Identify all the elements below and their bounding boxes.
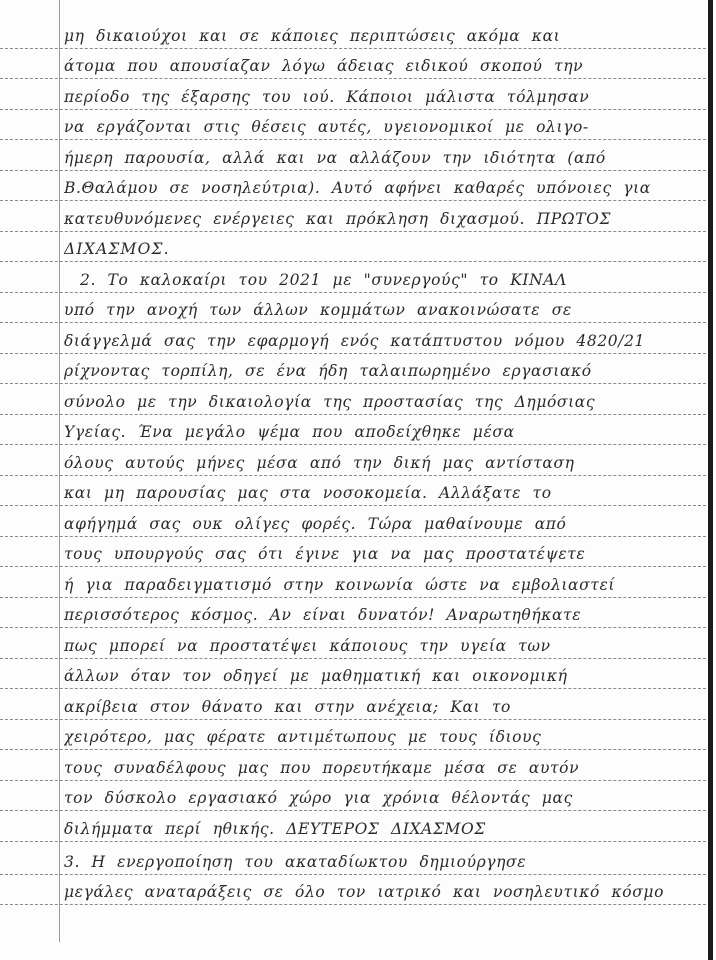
handwritten-line: 3. Η ενεργοποίηση του ακαταδίωκτου δημιούργησε — [64, 853, 527, 871]
ruled-line — [0, 598, 706, 628]
handwritten-line: αφήγημά σας ουκ ολίγες φορές. Τώρα μαθαίνουμε από — [64, 515, 567, 533]
handwritten-line: μη δικαιούχοι και σε κάποιες περιπτώσεις ακόμα και — [64, 27, 561, 45]
handwritten-line: χειρότερο, μας φέρατε αντιμέτωπους με τους ίδιους — [64, 728, 542, 746]
ruled-line — [0, 232, 706, 262]
ruled-line — [0, 141, 706, 171]
ruled-line — [0, 875, 706, 905]
ruled-line — [0, 110, 706, 140]
handwritten-line: διλήμματα περί ηθικής. ΔΕΥΤΕΡΟΣ ΔΙΧΑΣΜΟΣ — [64, 820, 486, 838]
handwritten-line: περισσότερος κόσμος. Αν είναι δυνατόν! Αναρωτηθήκατε — [64, 606, 582, 624]
ruled-line — [0, 385, 706, 415]
handwritten-line: 2. Το καλοκαίρι του 2021 με "συνεργούς" το ΚΙΝΑΛ — [80, 271, 567, 289]
handwritten-line: άτομα που απουσίαζαν λόγω άδειας ειδικού σκοπού την — [64, 57, 584, 75]
ruled-line — [0, 446, 706, 476]
handwritten-line: τους συναδέλφους μας που πορευτήκαμε μέσα σε αυτόν — [64, 759, 580, 777]
page-edge-shadow — [708, 0, 713, 960]
ruled-line — [0, 507, 706, 537]
handwritten-line: και μη παρουσίας μας στα νοσοκομεία. Αλλάξατε το — [64, 484, 552, 502]
ruled-line — [0, 19, 706, 49]
handwritten-line: διάγγελμά σας την εφαρμογή ενός κατάπτυστου νόμου 4820/21 — [64, 332, 645, 350]
ruled-line — [0, 354, 706, 384]
handwritten-line: ήμερη παρουσία, αλλά και να αλλάζουν την ιδιότητα (από — [64, 149, 606, 167]
ruled-line — [0, 812, 706, 842]
handwritten-line: ή για παραδειγματισμό στην κοινωνία ώστε να εμβολιαστεί — [64, 576, 616, 594]
handwritten-line: ρίχνοντας τορπίλη, σε ένα ήδη ταλαιπωρημένο εργασιακό — [64, 362, 592, 380]
handwritten-line: σύνολο με την δικαιολογία της προστασίας της Δημόσιας — [64, 393, 596, 411]
ruled-line — [0, 263, 706, 293]
ruled-line — [0, 629, 706, 659]
ruled-line — [0, 476, 706, 506]
handwritten-line: κατευθυνόμενες ενέργειες και πρόκληση διχασμού. ΠΡΩΤΟΣ — [64, 210, 612, 228]
ruled-line — [0, 537, 706, 567]
handwritten-line: μεγάλες αναταράξεις σε όλο τον ιατρικό και νοσηλευτικό κόσμο — [64, 883, 664, 901]
ruled-line — [0, 202, 706, 232]
ruled-line — [0, 293, 706, 323]
handwritten-line: ακρίβεια στον θάνατο και στην ανέχεια; Και το — [64, 698, 511, 716]
ruled-line — [0, 80, 706, 110]
handwritten-line: να εργάζονται στις θέσεις αυτές, υγειονομικοί με ολιγο- — [64, 118, 589, 136]
handwritten-line: ΔΙΧΑΣΜΟΣ. — [64, 240, 170, 258]
handwritten-line: άλλων όταν τον οδηγεί με μαθηματική και οικονομική — [64, 667, 568, 685]
handwritten-line: πως μπορεί να προστατέψει κάποιους την υγεία των — [64, 637, 551, 655]
handwritten-line: τον δύσκολο εργασιακό χώρο για χρόνια θέλοντάς μας — [64, 789, 573, 807]
ruled-line — [0, 324, 706, 354]
ruled-line — [0, 415, 706, 445]
ruled-line — [0, 568, 706, 598]
ruled-line — [0, 49, 706, 79]
ruled-line — [0, 781, 706, 811]
handwritten-line: υπό την ανοχή των άλλων κομμάτων ανακοινώσατε σε — [64, 301, 572, 319]
ruled-line — [0, 659, 706, 689]
handwritten-line: περίοδο της έξαρσης του ιού. Κάποιοι μάλιστα τόλμησαν — [64, 88, 590, 106]
ruled-line — [0, 845, 706, 875]
ruled-line — [0, 751, 706, 781]
handwritten-line: όλους αυτούς μήνες μέσα από την δική μας αντίσταση — [64, 454, 575, 472]
ruled-line — [0, 720, 706, 750]
handwritten-line: Υγείας. Ένα μεγάλο ψέμα που αποδείχθηκε μέσα — [64, 423, 515, 441]
handwritten-line: τους υπουργούς σας ότι έγινε για να μας προστατέψετε — [64, 545, 586, 563]
handwritten-line: Β.Θαλάμου σε νοσηλεύτρια). Αυτό αφήνει καθαρές υπόνοιες για — [64, 179, 651, 197]
ruled-line — [0, 171, 706, 201]
ruled-line — [0, 690, 706, 720]
